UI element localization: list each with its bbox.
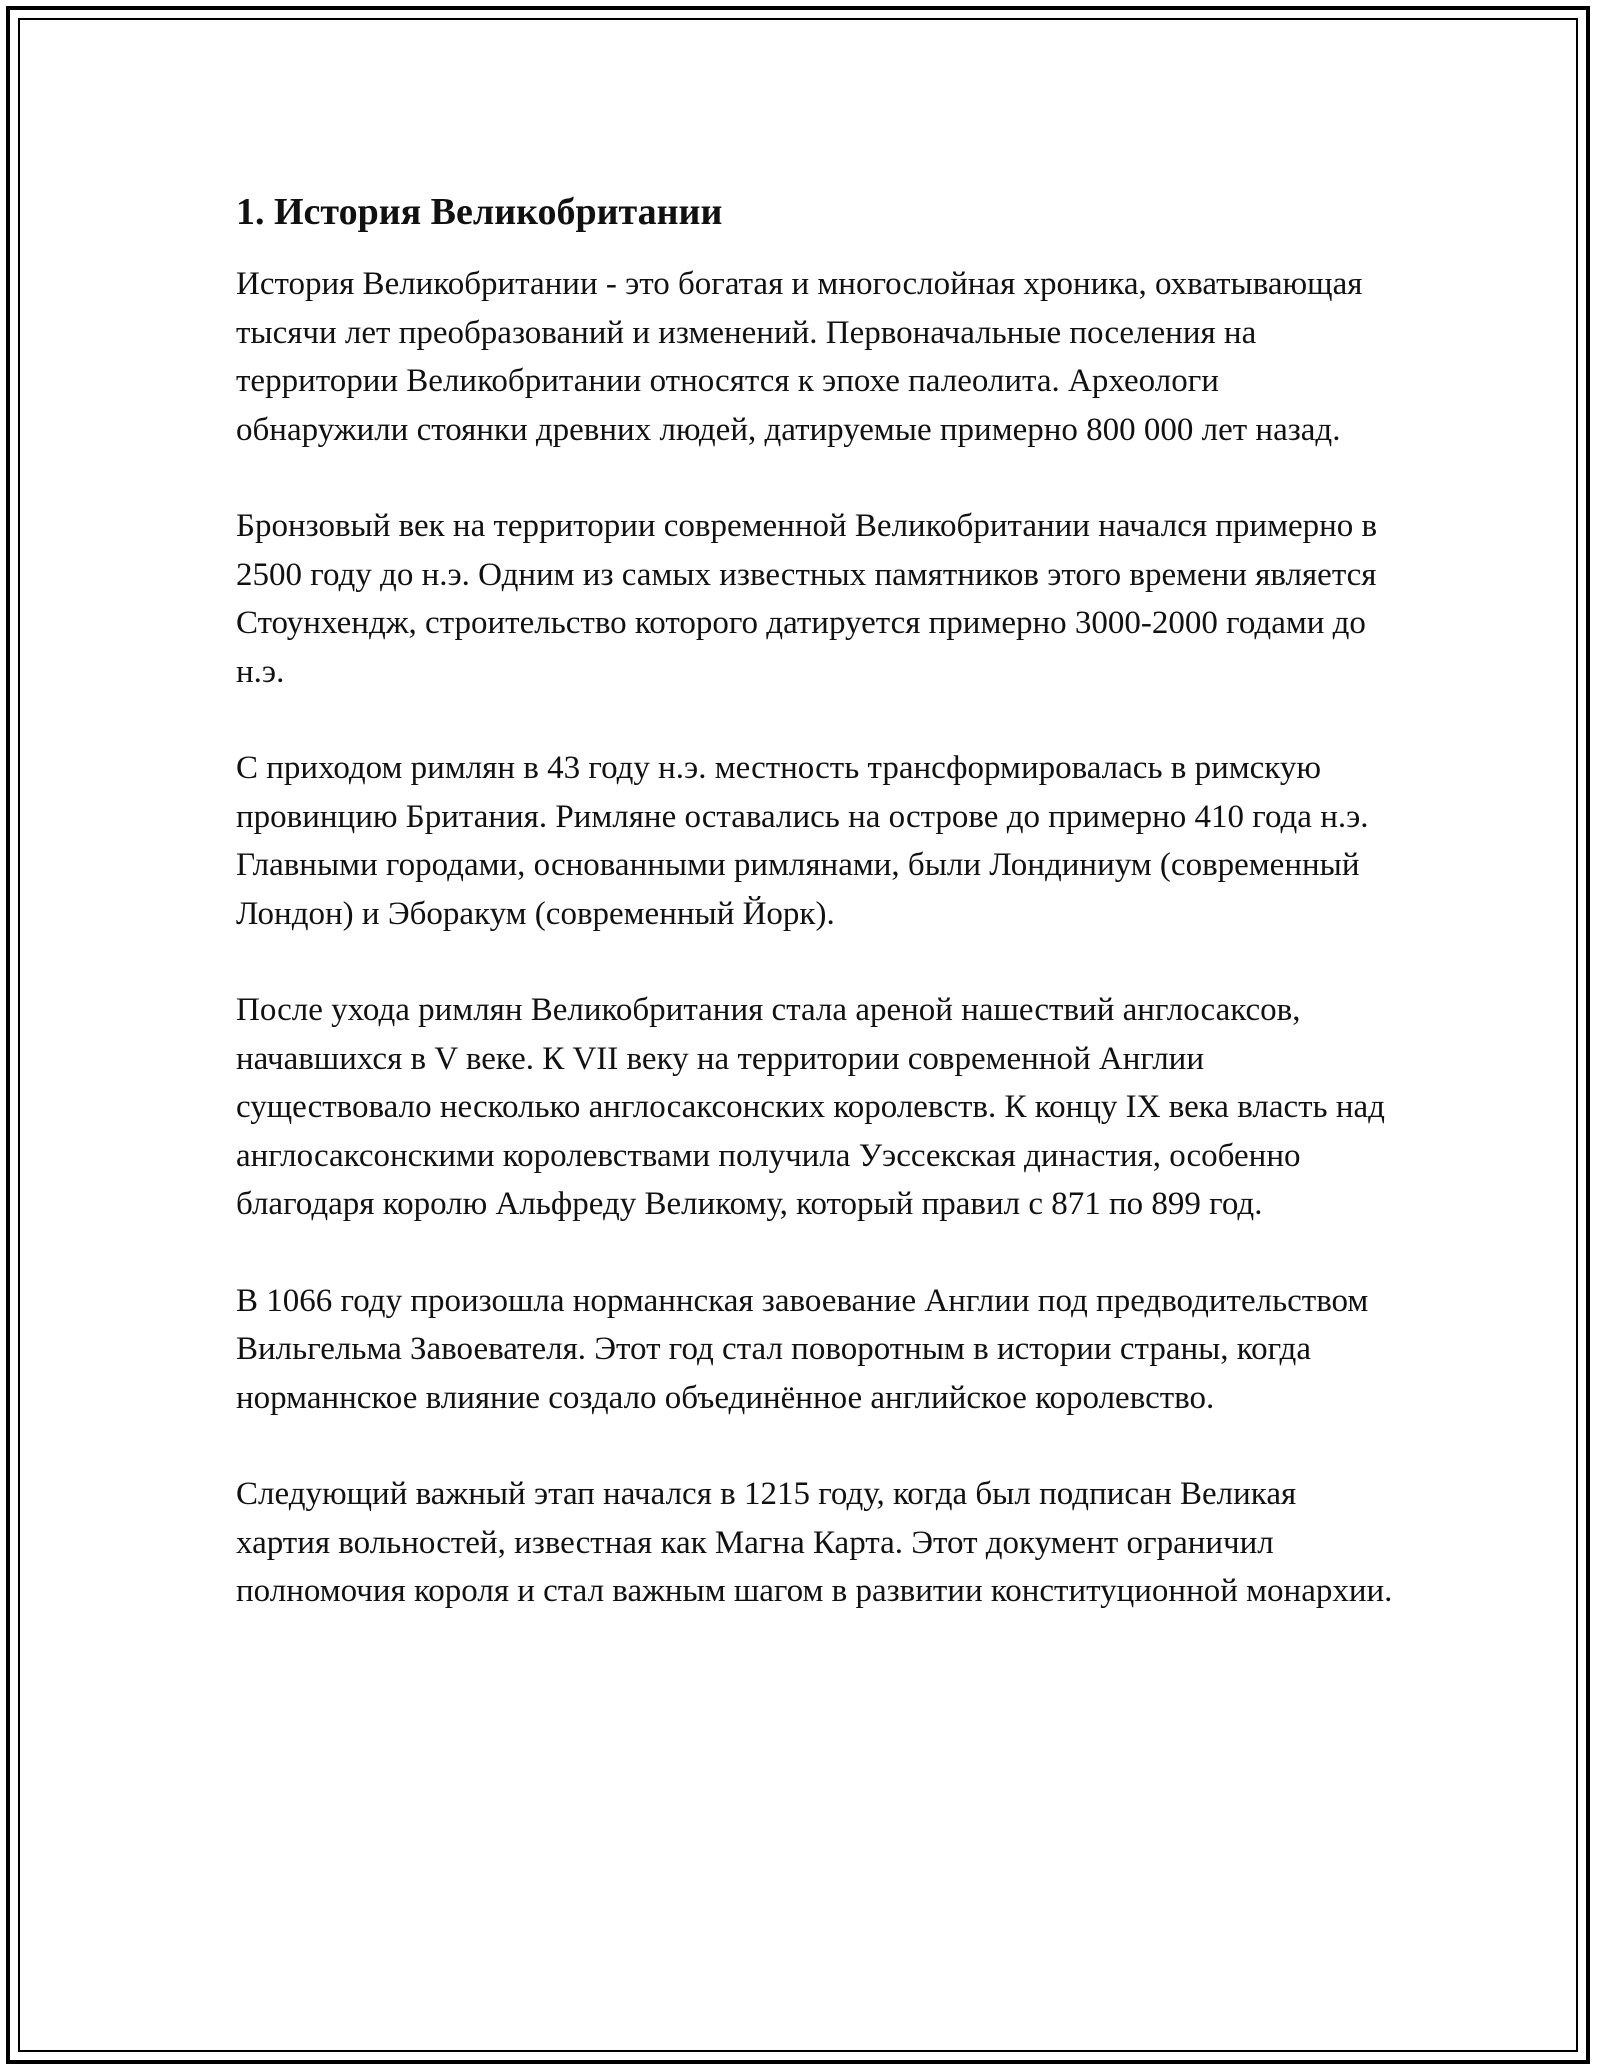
paragraph-prehistory: История Великобритании - это богатая и многослойная хроника, охватывающая тысячи лет преобразований и изменений. Первоначальные поселения на территории Великобритании относятся к эпохе палеолита. Археологи обнаружили стоянки древних людей, датируемые примерно 800 000 лет назад.	[236, 266, 1363, 448]
paragraph-anglo-saxons: После ухода римлян Великобритания стала ареной нашествий англосаксов, начавшихся в V веке. К VII веку на территории современной Англии существовало несколько англосаксонских королевств. К концу IX века власть над англосаксонскими королевствами получила Уэссекская династия, особенно благодаря королю Альфреду Великому, который правил с 871 по 899 год.	[236, 992, 1385, 1222]
paragraph-magna-carta: Следующий важный этап начался в 1215 году, когда был подписан Великая хартия вольностей, известная как Магна Карта. Этот документ ограничил полномочия короля и стал важным шагом в развитии конституционной монархии.	[236, 1476, 1393, 1609]
paragraph-norman-conquest: В 1066 году произошла норманнская завоевание Англии под предводительством Вильгельма Завоевателя. Этот год стал поворотным в истории страны, когда норманнское влияние создало объединённое английское королевство.	[236, 1282, 1369, 1416]
paragraph-bronze-age: Бронзовый век на территории современной Великобритании начался примерно в 2500 году до н.э. Одним из самых известных памятников этого времени является Стоунхендж, строительство которого датируется примерно 3000-2000 годами до н.э.	[236, 508, 1378, 690]
paragraph-roman-britain: С приходом римлян в 43 году н.э. местность трансформировалась в римскую провинцию Британия. Римляне оставались на острове до примерно 410 года н.э. Главными городами, основанными римлянами, были Лондиниум (современный Лондон) и Эборакум (современный Йорк).	[236, 750, 1369, 932]
document-body	[236, 186, 1396, 1664]
section-heading: 1. История Великобритании	[236, 191, 723, 233]
